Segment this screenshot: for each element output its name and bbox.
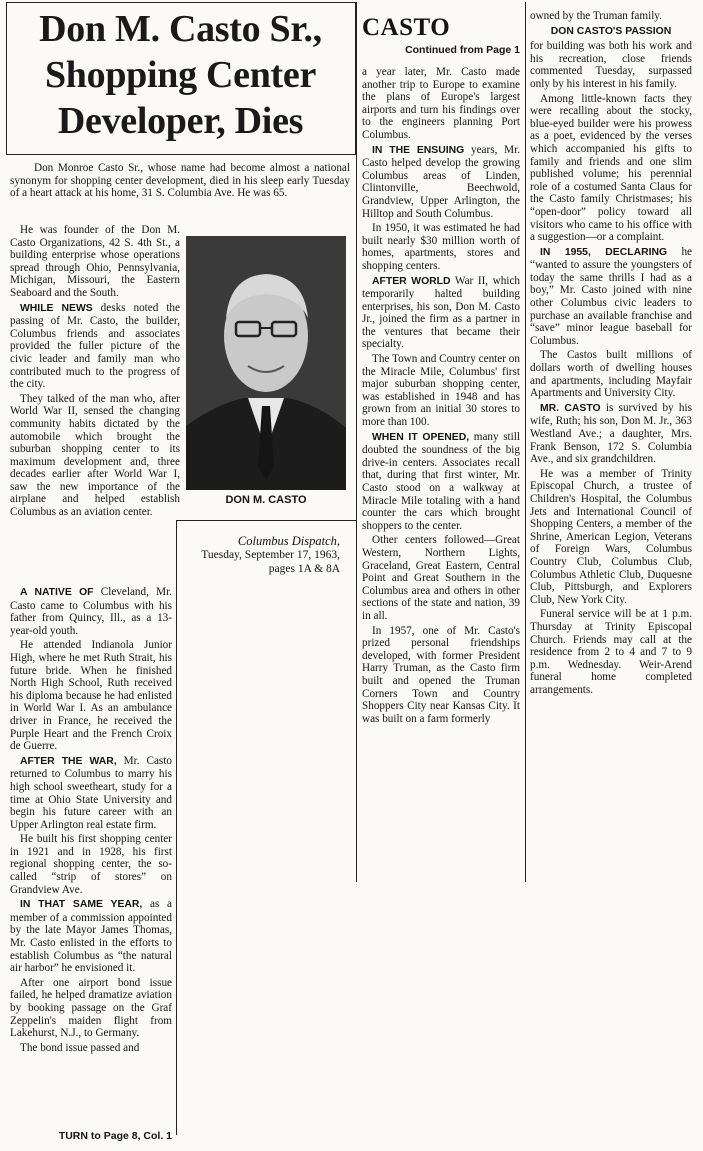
paragraph-lead-in: AFTER THE WAR, [20, 755, 117, 767]
article-paragraph [10, 393, 180, 519]
publication-credit [178, 534, 340, 576]
paragraph-lead-in: IN THAT SAME YEAR, [20, 899, 143, 911]
credit-rule [176, 520, 356, 521]
paragraph-text: He was founder of the Don M. Casto Organizations, 42 S. 4th St., a building enterprise whose operations spread through Ohio, Pennsylvania, Michigan, Missouri, the Eastern Seaboard and the South. [10, 224, 180, 299]
paragraph-text: He was a member of Trinity Episcopal Church, a trustee of Children's Hospital, the Columbus Jets and International Council of Shopping Centers, a member of the Shrine, American Legion, Veterans of Foreign Wars, Columbus Country Club, Columbus Club, Columbus Athletic Club, Duquesne Club, Pittsburgh, and Explorers Club, New York City. [530, 467, 692, 606]
headline-frame-left [6, 2, 7, 154]
paragraph-lead-in: AFTER WORLD [372, 275, 451, 287]
paragraph-text: War II, which temporarily halted building enterprises, his son, Don M. Casto Jr., joined the firm as a partner in the ventures that became their specialty. [362, 274, 520, 351]
paragraph-lead-in: IN 1955, DECLARING [540, 246, 668, 258]
paragraph-text: as a member of a commission appointed by the late Mayor James Thomas, Mr. Casto enlisted in the efforts to establish Columbus as “the natural air harbor” he envisioned it. [10, 898, 172, 975]
photo-frame-left [176, 520, 177, 1135]
column-2 [362, 66, 520, 902]
credit-pages: pages 1A & 8A [268, 563, 340, 575]
article-paragraph [10, 586, 172, 637]
headline-line-1: Don M. Casto Sr., [39, 8, 322, 50]
article-paragraph [530, 402, 692, 466]
credit-date: Tuesday, September 17, 1963, [201, 549, 340, 561]
article-paragraph [530, 93, 692, 244]
paragraph-text: In 1950, it was estimated he had built nearly $30 million worth of homes, apartments, stores and shopping centers. [362, 222, 520, 272]
intro-paragraph: Don Monroe Casto Sr., whose name had become almost a national synonym for shopping center development, died in his sleep early Tuesday of a heart attack at his home, 31 S. Columbia Ave. He was 65. [10, 162, 350, 200]
paragraph-text: Other centers followed—Great Western, Northern Lights, Graceland, Great Eastern, Central Point and Great Southern in the Columbus area and others in other sections of the state and nation, 39 in all. [362, 534, 520, 622]
paragraph-text: Mr. Casto returned to Columbus to marry his high school sweetheart, study for a time at Ohio State University and begin his future career with an Upper Arlington real estate firm. [10, 754, 172, 831]
article-paragraph [530, 246, 692, 348]
article-paragraph [530, 40, 692, 90]
paragraph-lead-in: DON CASTO'S PASSION [550, 25, 672, 37]
portrait-photo [186, 236, 346, 490]
paragraph-text: In 1957, one of Mr. Casto's prized personal friendships developed, with former President Harry Truman, as the Casto firm built and opened the Truman Corners Town and Country Shoppers City near Kansas City. It was built on a farm formerly [362, 624, 520, 725]
paragraph-lead-in: IN THE ENSUING [372, 144, 465, 156]
paragraph-text: The bond issue passed and [20, 1041, 140, 1054]
paragraph-text: Funeral service will be at 1 p.m. Thursday at Trinity Episcopal Church. Friends may call at the residence from 2 to 4 and 7 to 9 p.m. Wednesday. Weir-Arend funeral home completed arrangements. [530, 608, 692, 696]
headline [8, 6, 353, 144]
paragraph-text: The Castos built millions of dollars worth of dwelling houses and apartments, including Mayfair Apartments and University City. [530, 349, 692, 400]
headline-frame-top [6, 2, 356, 3]
article-paragraph [10, 639, 172, 752]
article-paragraph [530, 349, 692, 399]
column-divider-1 [356, 2, 357, 882]
photo-caption: DON M. CASTO [225, 494, 307, 506]
paragraph-text: After one airport bond issue failed, he helped dramatize aviation by booking passage on the Graf Zeppelin's maiden flight from Lakehurst, N.J., to Germany. [10, 976, 172, 1040]
paragraph-text: a year later, Mr. Casto made another trip to Europe to examine the plans of Europe's largest airports and turn his findings over to the engineers planning Port Columbus. [362, 66, 520, 141]
continued-line: Continued from Page 1 [405, 44, 520, 56]
article-paragraph [530, 25, 692, 39]
portrait-image [186, 236, 346, 490]
paragraph-text: years, Mr. Casto helped develop the growing Columbus areas of Linden, Clintonville, Beechwold, Grandview, Upper Arlington, the Hilltop and South Columbus. [362, 143, 520, 220]
article-paragraph [10, 898, 172, 975]
paragraph-text: is survived by his wife, Ruth; his son, Don M. Jr., 363 Westland Ave.; a daughter, Mrs. Frank Benson, 172 S. Columbia Ave., and six grandchildren. [530, 401, 692, 466]
paragraph-lead-in: MR. CASTO [540, 402, 601, 414]
paragraph-text: The Town and Country center on the Miracle Mile, Columbus' first major suburban shopping center, was established in 1948 and has grown from an initial 30 stores to more than 100. [362, 353, 520, 429]
article-paragraph [362, 431, 520, 533]
article-paragraph [10, 977, 172, 1040]
article-paragraph [362, 534, 520, 622]
paragraph-text: He attended Indianola Junior High, where he met Ruth Strait, his future bride. When he finished North High School, Ruth received his diploma because he had enlisted in World War I. As an ambulance driver in France, he received the Purple Heart and the French Croix de Guerre. [10, 639, 172, 753]
paragraph-text: desks noted the passing of Mr. Casto, the builder, Columbus friends and associates provided the fuller picture of the civic leader and family man who contributed much to the progress of the city. [10, 301, 180, 391]
credit-publication: Columbus Dispatch, [237, 534, 340, 548]
article-paragraph [362, 222, 520, 272]
headline-line-2: Shopping Center [44, 54, 317, 96]
column-1-upper [10, 224, 180, 580]
paragraph-text: owned by the Truman family. [530, 10, 662, 22]
paragraph-text: for building was both his work and his recreation, close friends commented Tuesday, surpassed only by his interest in his family. [530, 40, 692, 90]
paragraph-text: They talked of the man who, after World War II, sensed the changing community habits dictated by the automobile which brought the suburban shopping center to its maximum development and, three decades earlier after World War I, saw the new importance of the airplane and helped establish Columbus as an aviation center. [10, 392, 180, 519]
paragraph-text: many still doubted the soundness of the big drive-in centers. Associates recall that, during that first winter, Mr. Casto stood on a walkway at Miracle Mile totaling with a hand counter the cars which brought shoppers to the center. [362, 430, 520, 532]
article-paragraph [10, 833, 172, 896]
article-paragraph [10, 1042, 172, 1055]
paragraph-lead-in: A NATIVE OF [20, 587, 94, 598]
column-divider-2 [525, 2, 526, 882]
paragraph-text: He built his first shopping center in 1921 and in 1928, his first regional shopping center, the so-called “strip of stores” on Grandview Ave. [10, 833, 172, 896]
headline-line-3: Developer, Dies [57, 100, 304, 142]
article-paragraph [362, 144, 520, 221]
column-3 [530, 10, 692, 900]
paragraph-text: Cleveland, Mr. Casto came to Columbus with his father from Quincy, Ill., as a 13-year-old youth. [10, 586, 172, 637]
article-paragraph [10, 302, 180, 391]
article-paragraph [10, 755, 172, 832]
article-paragraph [362, 275, 520, 352]
article-paragraph [362, 353, 520, 429]
headline-rule [6, 154, 356, 155]
paragraph-text: he “wanted to assure the youngsters of today the same thrills I had as a boy,” Mr. Casto joined with nine other Columbus civic leaders to purchase an available franchise and “save” minor league baseball for Columbus. [530, 245, 692, 347]
article-paragraph [530, 10, 692, 23]
article-paragraph [10, 224, 180, 300]
article-paragraph [530, 468, 692, 607]
paragraph-lead-in: WHILE NEWS [20, 302, 93, 314]
paragraph-text: Among little-known facts they were recalling about the stocky, blue-eyed builder were his prowess as a poet, evidenced by the verses which accompanied his gifts to family and friends and one slim published volume; his perennial role of a costumed Santa Claus for the Casto family Christmases; his “open-door” policy toward all visitors who came to his office with a suggestion—or a complaint. [530, 92, 692, 244]
article-paragraph [362, 66, 520, 142]
column-1-lower [10, 586, 172, 1126]
article-paragraph [362, 625, 520, 726]
turn-page-line: TURN to Page 8, Col. 1 [58, 1130, 172, 1142]
continuation-head: CASTO [362, 14, 451, 41]
article-paragraph [530, 608, 692, 696]
paragraph-lead-in: WHEN IT OPENED, [372, 431, 470, 443]
